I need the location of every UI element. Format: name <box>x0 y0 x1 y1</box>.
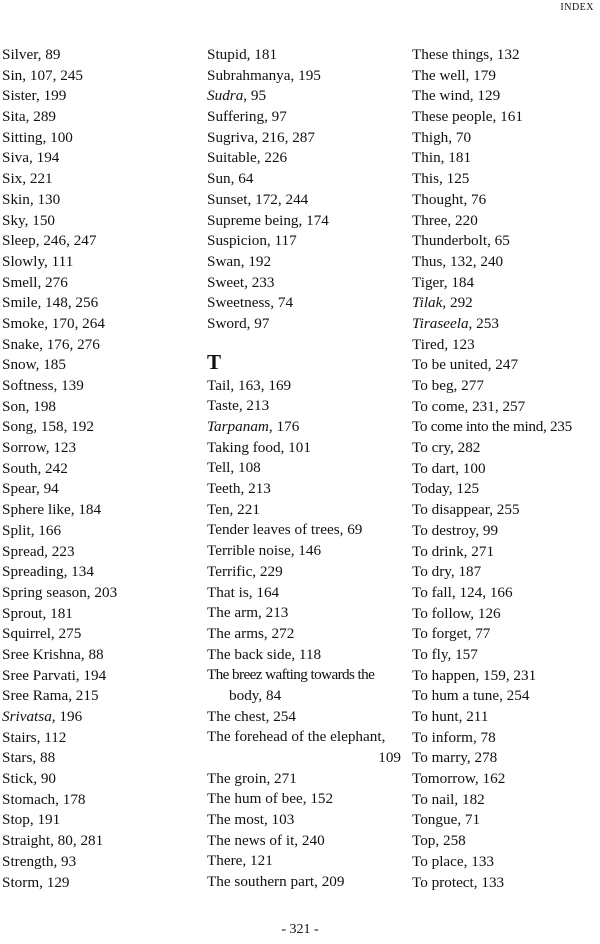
index-entry: Sugriva, 216, 287 <box>207 128 315 146</box>
index-entry: Spread, 223 <box>2 542 75 560</box>
index-entry: To hum a tune, 254 <box>412 687 530 705</box>
index-entry: Siva, 194 <box>2 149 60 167</box>
index-entry: To happen, 159, 231 <box>412 666 537 684</box>
index-entry: The forehead of the elephant, <box>207 728 386 746</box>
index-entry: Taste, 213 <box>207 397 270 415</box>
index-entry: Slowly, 111 <box>2 252 74 270</box>
index-entry: Skin, 130 <box>2 190 61 208</box>
index-entry: Tell, 108 <box>207 459 261 477</box>
index-entry: Spear, 94 <box>2 480 59 498</box>
index-entry: To cry, 282 <box>412 439 481 457</box>
index-entry: This, 125 <box>412 170 470 188</box>
index-entry: To fall, 124, 166 <box>412 583 513 601</box>
index-entry: Straight, 80, 281 <box>2 832 104 850</box>
index-pages: , 196 <box>51 708 83 725</box>
index-entry: Sword, 97 <box>207 314 270 332</box>
page-number: - 321 - <box>281 922 319 937</box>
index-entry: The most, 103 <box>207 811 295 829</box>
index-entry <box>207 417 407 438</box>
index-entry: That is, 164 <box>207 583 280 601</box>
index-entry: Thin, 181 <box>412 149 472 167</box>
index-entry <box>412 314 600 335</box>
index-entry: Stupid, 181 <box>207 46 278 63</box>
index-entry: Subrahmanya, 195 <box>207 66 321 84</box>
index-entry <box>207 86 407 107</box>
index-entry: Suffering, 97 <box>207 108 287 126</box>
index-entry: Supreme being, 174 <box>207 211 329 229</box>
index-entry: Sweet, 233 <box>207 273 275 291</box>
index-entry: To inform, 78 <box>412 728 496 746</box>
index-entry: The hum of bee, 152 <box>207 790 334 808</box>
index-entry: To destroy, 99 <box>412 521 499 539</box>
index-entry <box>2 707 198 728</box>
index-entry: To forget, 77 <box>412 625 491 643</box>
index-entry: Sitting, 100 <box>2 128 73 146</box>
index-entry: Sky, 150 <box>2 211 56 229</box>
index-entry: The back side, 118 <box>207 645 322 663</box>
index-entry: Tender leaves of trees, 69 <box>207 521 363 539</box>
index-entry: Softness, 139 <box>2 377 84 394</box>
index-entry: To fly, 157 <box>412 645 478 663</box>
index-entry: These people, 161 <box>412 108 523 126</box>
index-entry: Tiger, 184 <box>412 273 475 291</box>
index-column-2 <box>207 45 407 893</box>
index-entry-continuation: body, 84 <box>229 686 282 704</box>
index-entry: South, 242 <box>2 459 68 477</box>
index-term-italic: Tiraseela <box>412 314 469 332</box>
index-entry: To place, 133 <box>412 852 495 870</box>
index-entry: Smell, 276 <box>2 273 68 291</box>
index-term-italic: Tilak <box>412 294 443 312</box>
index-entry: Ten, 221 <box>207 500 260 518</box>
index-entry: Sree Parvati, 194 <box>2 666 107 684</box>
index-entry: Spreading, 134 <box>2 563 94 581</box>
index-entry: Stairs, 112 <box>2 728 67 746</box>
index-entry: To be united, 247 <box>412 356 519 374</box>
index-entry: Sita, 289 <box>2 108 57 126</box>
index-entry: Terrible noise, 146 <box>207 542 322 560</box>
index-entry: Thus, 132, 240 <box>412 252 504 270</box>
index-pages: , 253 <box>468 314 499 332</box>
index-entry: Suspicion, 117 <box>207 232 297 250</box>
index-entry: Tired, 123 <box>412 335 475 353</box>
index-entry: To hunt, 211 <box>412 708 489 725</box>
index-entry: To beg, 277 <box>412 377 484 394</box>
index-entry: The breez wafting towards the <box>207 666 375 684</box>
index-entry: To dry, 187 <box>412 563 482 581</box>
index-entry: Terrific, 229 <box>207 562 283 580</box>
index-column-1 <box>2 45 198 893</box>
index-entry: Stop, 191 <box>2 811 61 829</box>
index-term-italic: Sudra <box>207 87 244 105</box>
index-pages: , 176 <box>268 418 300 435</box>
index-entry: The well, 179 <box>412 66 496 84</box>
index-entry: To come, 231, 257 <box>412 397 526 415</box>
index-entry: Sun, 64 <box>207 170 254 188</box>
index-entry: Sin, 107, 245 <box>2 66 84 84</box>
index-entry: Sweetness, 74 <box>207 294 294 312</box>
index-entry: Smoke, 170, 264 <box>2 314 105 332</box>
index-pages: , 95 <box>243 87 267 105</box>
index-entry: Tomorrow, 162 <box>412 770 506 788</box>
index-entry: Six, 221 <box>2 170 53 188</box>
index-entry: Spring season, 203 <box>2 583 118 601</box>
index-entry: Three, 220 <box>412 211 478 229</box>
index-entry: Snow, 185 <box>2 356 66 374</box>
index-entry: Sphere like, 184 <box>2 501 102 519</box>
index-entry: Sister, 199 <box>2 87 67 105</box>
index-entry: There, 121 <box>207 852 273 870</box>
index-entry: Son, 198 <box>2 397 57 415</box>
index-entry-continuation: 109 <box>378 749 401 766</box>
index-entry: Smile, 148, 256 <box>2 294 99 312</box>
index-entry: The news of it, 240 <box>207 831 325 849</box>
index-pages: , 292 <box>442 294 473 312</box>
index-entry: To marry, 278 <box>412 749 498 767</box>
index-entry: Taking food, 101 <box>207 438 311 456</box>
index-entry <box>412 293 600 314</box>
index-entry: Squirrel, 275 <box>2 625 82 643</box>
index-column-3 <box>412 45 600 893</box>
section-letter-heading: T <box>207 349 222 374</box>
index-entry: To come into the mind, 235 <box>412 418 572 436</box>
index-entry: Tail, 163, 169 <box>207 376 292 394</box>
index-entry: Swan, 192 <box>207 252 272 270</box>
index-entry: Storm, 129 <box>2 873 70 891</box>
index-entry: Sorrow, 123 <box>2 439 77 457</box>
index-entry: Silver, 89 <box>2 46 61 63</box>
index-entry: Thunderbolt, 65 <box>412 232 510 250</box>
index-entry: The arm, 213 <box>207 604 289 622</box>
index-entry: Thought, 76 <box>412 190 487 208</box>
index-entry: Today, 125 <box>412 480 480 498</box>
index-entry: To dart, 100 <box>412 459 486 477</box>
index-entry: The arms, 272 <box>207 624 295 642</box>
index-entry: To disappear, 255 <box>412 501 520 519</box>
index-entry: Snake, 176, 276 <box>2 335 100 353</box>
index-entry: Sleep, 246, 247 <box>2 232 97 250</box>
index-entry: To follow, 126 <box>412 604 501 622</box>
index-entry: These things, 132 <box>412 46 520 63</box>
index-entry: Sprout, 181 <box>2 604 73 622</box>
index-entry: Teeth, 213 <box>207 480 271 498</box>
index-entry: Sunset, 172, 244 <box>207 190 309 208</box>
index-entry: The chest, 254 <box>207 707 296 725</box>
index-entry: Sree Rama, 215 <box>2 687 99 705</box>
index-entry: Stars, 88 <box>2 749 56 767</box>
index-entry: Tongue, 71 <box>412 811 481 829</box>
index-entry: Suitable, 226 <box>207 149 288 167</box>
index-entry: Sree Krishna, 88 <box>2 645 104 663</box>
index-entry: Stick, 90 <box>2 770 57 788</box>
index-entry: Top, 258 <box>412 832 466 850</box>
index-entry: To nail, 182 <box>412 790 485 808</box>
index-term-italic: Tarpanam <box>207 418 269 435</box>
index-entry: Strength, 93 <box>2 852 77 870</box>
running-header: INDEX <box>560 2 594 13</box>
index-entry: Stomach, 178 <box>2 790 86 808</box>
index-entry: The wind, 129 <box>412 87 501 105</box>
index-entry: The groin, 271 <box>207 769 297 787</box>
index-entry: Thigh, 70 <box>412 128 472 146</box>
index-entry: The southern part, 209 <box>207 873 345 891</box>
index-entry: Song, 158, 192 <box>2 418 94 436</box>
index-entry: Split, 166 <box>2 521 62 539</box>
index-entry: To drink, 271 <box>412 542 495 560</box>
index-entry: To protect, 133 <box>412 873 505 891</box>
index-term-italic: Srivatsa <box>2 708 52 725</box>
